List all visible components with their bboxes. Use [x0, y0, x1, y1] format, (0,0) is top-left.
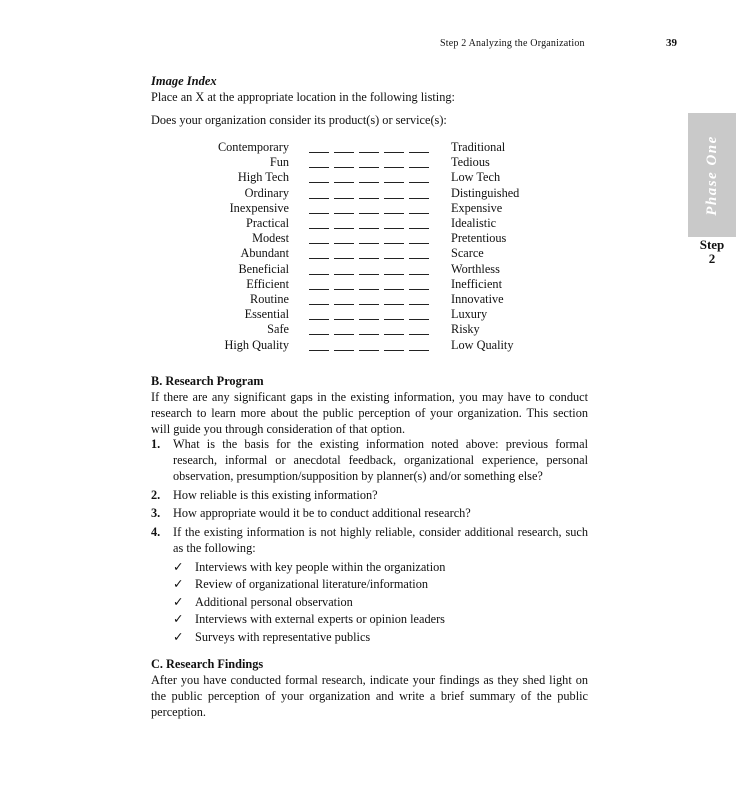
scale-blank[interactable] — [384, 182, 404, 183]
check-icon: ✓ — [173, 629, 184, 644]
scale-blank[interactable] — [409, 334, 429, 335]
scale-blank[interactable] — [309, 213, 329, 214]
scale-blank[interactable] — [309, 258, 329, 259]
scale-blank[interactable] — [359, 152, 379, 153]
scale-row — [200, 186, 519, 201]
scale-right-label: Idealistic — [451, 216, 497, 231]
scale-blank[interactable] — [384, 228, 404, 229]
scale-blank[interactable] — [409, 167, 429, 168]
scale-blank[interactable] — [384, 304, 404, 305]
scale-right-label: Tedious — [451, 155, 490, 170]
list-item — [151, 505, 588, 521]
scale-blanks — [309, 248, 430, 259]
header-title: Step 2 Analyzing the Organization — [440, 38, 585, 49]
scale-row — [200, 170, 519, 185]
question-number: 3. — [151, 506, 161, 520]
list-item — [151, 524, 588, 647]
checklist-item — [173, 576, 588, 592]
scale-blank[interactable] — [384, 258, 404, 259]
scale-blank[interactable] — [359, 182, 379, 183]
page-number: 39 — [666, 37, 677, 49]
scale-blanks — [309, 294, 430, 305]
phase-label: Phase One — [703, 134, 720, 216]
scale-blank[interactable] — [409, 243, 429, 244]
scale-blank[interactable] — [384, 319, 404, 320]
question-text: If the existing information is not highly reliable, consider additional research, such as the following: — [173, 524, 588, 555]
scale-blank[interactable] — [334, 167, 354, 168]
scale-blank[interactable] — [359, 274, 379, 275]
scale-blank[interactable] — [409, 350, 429, 351]
section-c-text: After you have conducted formal research, indicate your findings as they shed light on the public perception of your organization and write a brief summary of the public perception. — [151, 673, 588, 719]
section-c-title: C. Research Findings — [151, 657, 264, 671]
scale-row — [200, 337, 519, 352]
scale-left-label: Routine — [250, 291, 289, 306]
scale-right-label: Inefficient — [451, 276, 502, 291]
question-text: How reliable is this existing information? — [173, 487, 378, 502]
scale-blank[interactable] — [359, 319, 379, 320]
scale-blank[interactable] — [384, 350, 404, 351]
scale-row — [200, 140, 519, 155]
scale-blank[interactable] — [359, 334, 379, 335]
scale-blanks — [309, 279, 430, 290]
check-icon: ✓ — [173, 559, 184, 574]
checklist-text: Interviews with key people within the organization — [195, 559, 446, 574]
scale-left-label: Contemporary — [217, 140, 289, 155]
scale-right-label: Distinguished — [451, 185, 520, 200]
section-b-intro: If there are any significant gaps in the existing information, you may have to conduct research to learn more about the public perception of your organization. This section will guide you through consideration of that option. — [151, 390, 588, 436]
question-text: How appropriate would it be to conduct additional research? — [173, 506, 471, 520]
semantic-differential-scale — [200, 140, 519, 353]
scale-right-label: Expensive — [451, 200, 503, 215]
image-index-instruction: Place an X at the appropriate location in the following listing: — [151, 90, 455, 104]
scale-blank[interactable] — [409, 198, 429, 199]
scale-blank[interactable] — [334, 182, 354, 183]
scale-blank[interactable] — [384, 243, 404, 244]
question-number: 2. — [151, 487, 161, 502]
scale-row — [200, 277, 519, 292]
scale-row — [200, 262, 519, 277]
scale-blank[interactable] — [384, 213, 404, 214]
scale-blank[interactable] — [359, 198, 379, 199]
phase-tab — [688, 113, 736, 237]
scale-row — [200, 155, 519, 170]
scale-blank[interactable] — [309, 304, 329, 305]
research-question-list — [151, 436, 588, 649]
list-item — [151, 487, 588, 503]
scale-blank[interactable] — [309, 167, 329, 168]
check-icon: ✓ — [173, 594, 184, 609]
section-b-title: B. Research Program — [151, 374, 264, 388]
scale-blanks — [309, 142, 430, 153]
scale-blank[interactable] — [409, 213, 429, 214]
scale-left-label: Safe — [267, 322, 289, 337]
scale-blank[interactable] — [384, 198, 404, 199]
scale-blank[interactable] — [334, 243, 354, 244]
scale-row — [200, 201, 519, 216]
scale-blanks — [309, 324, 430, 335]
scale-blanks — [309, 233, 430, 244]
scale-blank[interactable] — [334, 289, 354, 290]
scale-blank[interactable] — [309, 350, 329, 351]
scale-right-label: Worthless — [451, 261, 500, 276]
scale-blank[interactable] — [334, 334, 354, 335]
scale-blank[interactable] — [384, 152, 404, 153]
scale-row — [200, 307, 519, 322]
scale-blank[interactable] — [334, 152, 354, 153]
scale-right-label: Luxury — [451, 307, 488, 322]
scale-left-label: Ordinary — [244, 185, 289, 200]
scale-blank[interactable] — [409, 319, 429, 320]
scale-blank[interactable] — [359, 350, 379, 351]
scale-blank[interactable] — [309, 319, 329, 320]
scale-left-label: Fun — [269, 155, 289, 170]
checklist-text: Interviews with external experts or opinion leaders — [195, 612, 445, 626]
scale-right-label: Traditional — [451, 140, 506, 155]
scale-blank[interactable] — [409, 152, 429, 153]
scale-left-label: Abundant — [240, 246, 289, 261]
checklist-text: Additional personal observation — [195, 594, 353, 609]
checklist-item — [173, 594, 588, 610]
scale-blanks — [309, 172, 430, 183]
checklist-item — [173, 611, 588, 627]
scale-right-label: Innovative — [451, 291, 504, 306]
scale-blanks — [309, 157, 430, 168]
question-number: 1. — [151, 437, 161, 451]
scale-left-label: Essential — [244, 307, 289, 322]
scale-blank[interactable] — [309, 334, 329, 335]
scale-blank[interactable] — [409, 304, 429, 305]
scale-blank[interactable] — [334, 198, 354, 199]
scale-blanks — [309, 218, 430, 229]
scale-blank[interactable] — [309, 228, 329, 229]
scale-left-label: Modest — [252, 231, 289, 246]
scale-blank[interactable] — [359, 304, 379, 305]
scale-blank[interactable] — [409, 289, 429, 290]
scale-blank[interactable] — [359, 243, 379, 244]
scale-left-label: Practical — [245, 216, 289, 231]
scale-blank[interactable] — [409, 274, 429, 275]
scale-left-label: Inexpensive — [229, 200, 289, 215]
scale-row — [200, 322, 519, 337]
scale-right-label: Low Tech — [451, 170, 501, 185]
step-label — [690, 238, 734, 266]
scale-blank[interactable] — [384, 274, 404, 275]
scale-blank[interactable] — [359, 289, 379, 290]
scale-blank[interactable] — [409, 228, 429, 229]
scale-blank[interactable] — [359, 228, 379, 229]
checklist-item — [173, 559, 588, 575]
scale-blank[interactable] — [334, 350, 354, 351]
scale-blanks — [309, 309, 430, 320]
scale-blank[interactable] — [409, 182, 429, 183]
scale-blanks — [309, 340, 430, 351]
scale-blank[interactable] — [384, 289, 404, 290]
scale-blank[interactable] — [334, 213, 354, 214]
image-index-question: Does your organization consider its product(s) or service(s): — [151, 113, 447, 127]
scale-blank[interactable] — [409, 258, 429, 259]
scale-left-label: High Tech — [237, 170, 289, 185]
research-checklist — [173, 559, 588, 645]
checklist-item — [173, 629, 588, 645]
checklist-text: Surveys with representative publics — [195, 629, 371, 644]
question-text: What is the basis for the existing information noted above: previous formal research, informal or anecdotal feedback, organizational experience, personal observation, presumption/supposition by planner(s) and/or something else? — [173, 437, 588, 483]
scale-blank[interactable] — [334, 274, 354, 275]
scale-left-label: High Quality — [224, 337, 289, 352]
step-number: 2 — [708, 251, 716, 266]
question-number: 4. — [151, 524, 161, 539]
scale-blank[interactable] — [384, 334, 404, 335]
scale-blank[interactable] — [334, 304, 354, 305]
scale-blank[interactable] — [309, 198, 329, 199]
check-icon: ✓ — [173, 612, 184, 626]
scale-blank[interactable] — [359, 167, 379, 168]
scale-row — [200, 231, 519, 246]
scale-blank[interactable] — [359, 258, 379, 259]
step-word: Step — [699, 237, 725, 252]
checklist-text: Review of organizational literature/information — [195, 577, 428, 591]
scale-right-label: Risky — [451, 322, 480, 337]
scale-left-label: Efficient — [246, 276, 289, 291]
scale-blank[interactable] — [334, 319, 354, 320]
scale-blank[interactable] — [334, 228, 354, 229]
scale-blank[interactable] — [309, 289, 329, 290]
check-icon: ✓ — [173, 577, 184, 591]
scale-left-label: Beneficial — [238, 261, 289, 276]
scale-blanks — [309, 203, 430, 214]
scale-row — [200, 216, 519, 231]
scale-row — [200, 292, 519, 307]
image-index-title: Image Index — [151, 74, 217, 88]
scale-blank[interactable] — [359, 213, 379, 214]
scale-blank[interactable] — [384, 167, 404, 168]
scale-right-label: Pretentious — [451, 231, 507, 246]
scale-right-label: Scarce — [451, 246, 484, 261]
scale-blank[interactable] — [309, 274, 329, 275]
scale-blank[interactable] — [309, 152, 329, 153]
scale-right-label: Low Quality — [451, 337, 514, 352]
list-item — [151, 436, 588, 484]
scale-blanks — [309, 188, 430, 199]
scale-blank[interactable] — [309, 243, 329, 244]
scale-row — [200, 246, 519, 261]
scale-blank[interactable] — [309, 182, 329, 183]
scale-blanks — [309, 264, 430, 275]
scale-blank[interactable] — [334, 258, 354, 259]
